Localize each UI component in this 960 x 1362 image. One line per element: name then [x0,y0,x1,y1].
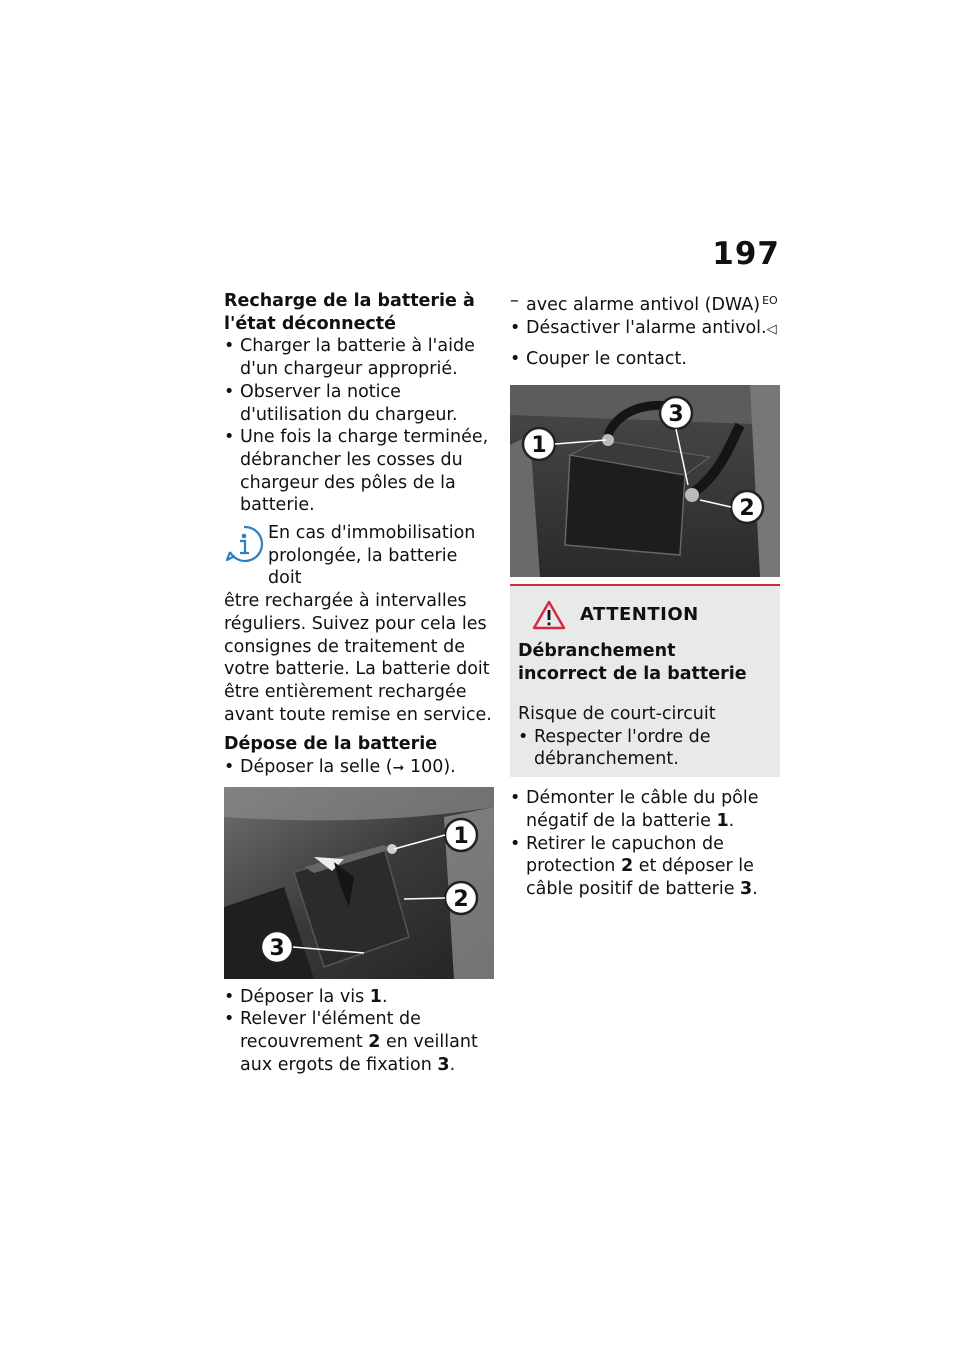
bullet-cover [224,1008,494,1076]
bullet-alarm-text: Désactiver l'alarme antivol. [526,317,767,338]
period: . [381,986,388,1007]
info-text-rest: être rechargée à intervalles réguliers. Suivez pour cela les consignes de traitement de votre batterie. La batterie doit être entièrement rechargée avant toute remise en service. [224,591,492,725]
bullet-saddle [224,756,494,780]
bullet-notice: • Observer la notice d'utilisation du chargeur. [224,381,494,426]
warning-risk: Risque de court-circuit [518,704,716,725]
bullet-negative-text: Démonter le câble du pôle négatif de la batterie [526,788,759,831]
bullet-alarm [510,317,780,342]
period: . [449,1054,456,1075]
bullet-saddle-text: Déposer la selle ( [240,757,393,778]
battery-terminal-photo [510,385,780,577]
condition-dwa [510,290,780,317]
eo-superscript: EO [762,294,778,307]
page-ref-arrow: ➞ [392,760,405,777]
bullet-positive-text-a: Retirer le capuchon de protection [526,833,724,877]
right-column [510,290,780,901]
callout-1: 1 [531,433,547,459]
end-mark-icon: ◁ [766,321,777,337]
ref-num-2: 2 [368,1032,381,1053]
left-column [224,290,494,1077]
callout-3: 3 [668,402,684,428]
ref-num-3: 3 [437,1054,450,1075]
period: . [752,878,758,899]
warning-box [510,584,780,777]
callout-1: 1 [453,823,469,849]
bullet-ignition: • Couper le contact. [510,348,780,371]
bullet-negative [510,787,780,832]
section-heading-removal: Dépose de la batterie [224,734,438,755]
page-number: 197 [712,236,780,272]
callout-2: 2 [739,496,755,522]
ref-num-1: 1 [369,986,382,1007]
bullet-cover-text-b: en veillant aux ergots de fixation [240,1032,478,1075]
callout-3: 3 [269,935,285,961]
bullet-screw-text: Déposer la vis [240,986,370,1007]
bullet-charge: • Charger la batterie à l'aide d'un chargeur approprié. [224,335,494,380]
warning-bullet: • Respecter l'ordre de débranchement. [518,726,770,771]
ref-num-1: 1 [716,810,729,831]
warning-title: ATTENTION [580,603,699,625]
bullet-screw [224,986,494,1009]
info-icon [224,524,264,564]
warning-triangle-icon [532,600,566,630]
section-heading-recharge: Recharge de la batterie à l'état déconnecté [224,291,475,334]
info-text-first: En cas d'immobilisation prolongée, la batterie doit [268,523,476,589]
callout-2: 2 [453,886,469,912]
ref-num-3: 3 [740,878,753,899]
warning-heading: Débranchement incorrect de la batterie [518,641,747,684]
condition-dwa-text: avec alarme antivol (DWA) [526,295,761,315]
warning-title-row [532,600,770,630]
bullet-positive [510,833,780,901]
ref-num-2: 2 [620,856,634,877]
period: . [728,810,735,831]
bullet-disconnect: • Une fois la charge terminée, débrancher les cosses du chargeur des pôles de la batterie. [224,426,494,517]
battery-cover-photo [224,787,494,979]
bullet-saddle-end: ). [443,757,456,778]
page-ref-link[interactable]: 100 [409,757,444,778]
bullet-positive-text-b: et déposer le câble positif de batterie [526,856,754,899]
bullet-cover-text-a: Relever l'élément de recouvrement [240,1009,421,1053]
info-note [224,522,494,726]
